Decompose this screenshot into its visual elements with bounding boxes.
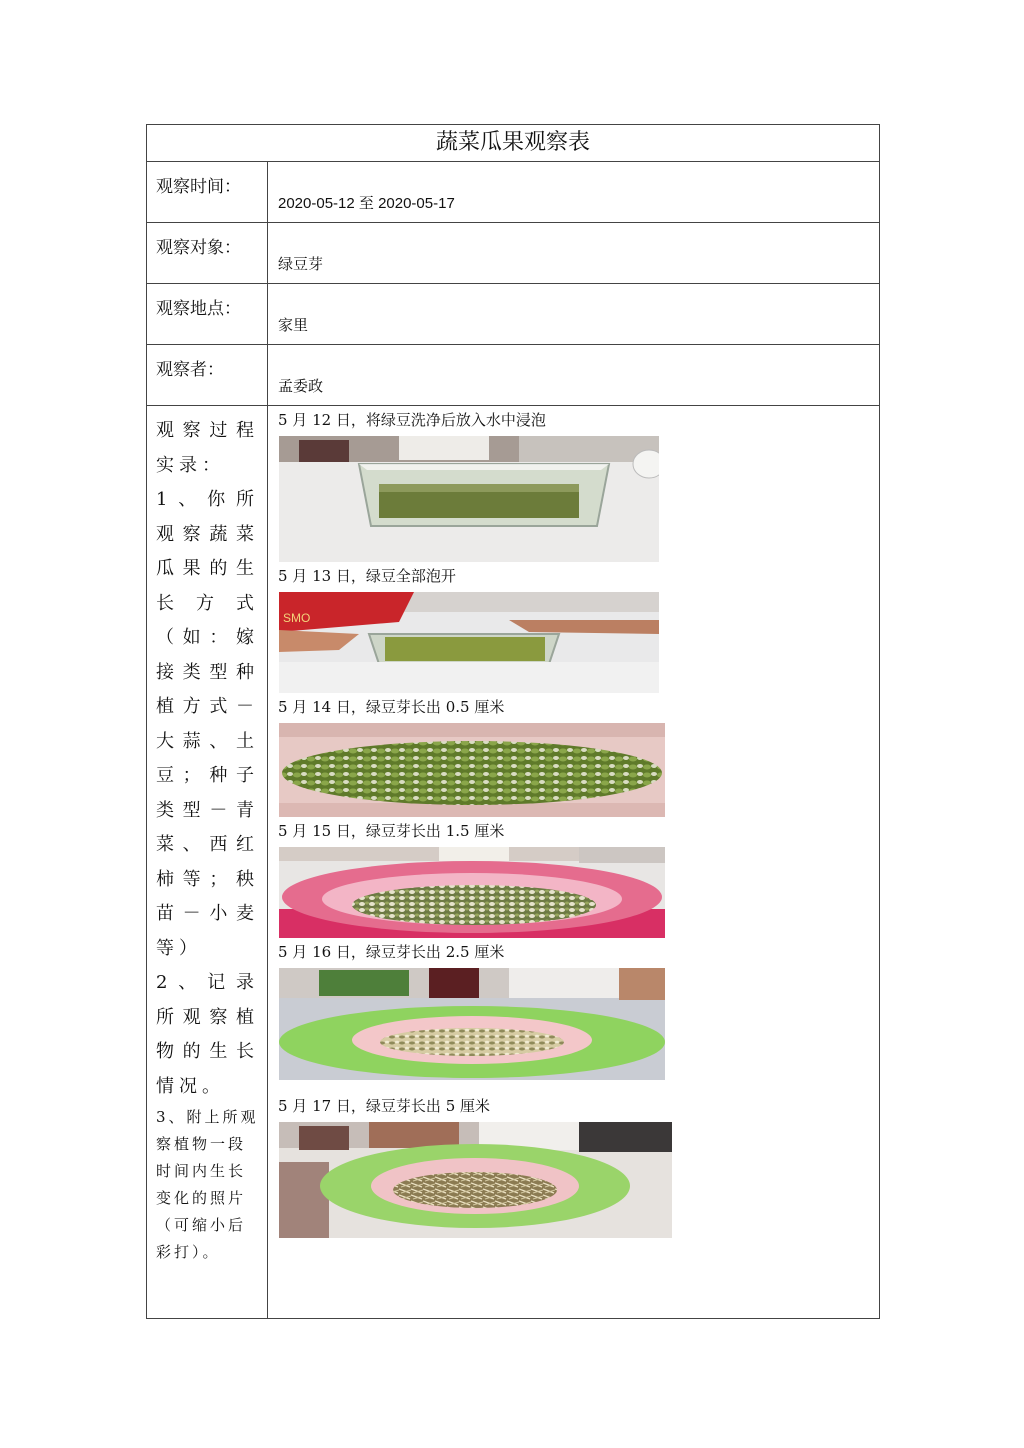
process-label-item1: 1、你所观察蔬菜瓜果的生长方式（如：嫁接类型种植方式－大蒜、土豆；种子类型－青菜、西红柿等；秧苗－小麦等）: [156, 489, 259, 959]
field-label-observer: 观察者：: [147, 345, 268, 406]
entry-caption-4: 5 月 15 日，绿豆芽长出 1.5 厘米: [278, 822, 505, 840]
sprouts-0-5cm-photo: [279, 723, 665, 817]
sprouts-5cm-photo: [279, 1122, 672, 1238]
observation-sheet: [146, 124, 879, 1319]
sprouts-1-5cm-photo: [279, 847, 665, 938]
process-label-item3: 3、附上所观察植物一段时间内生长变化的照片（可缩小后彩打）。: [156, 1108, 259, 1261]
entry-caption-2: 5 月 13 日，绿豆全部泡开: [278, 567, 456, 585]
entry-caption-3: 5 月 14 日，绿豆芽长出 0.5 厘米: [278, 698, 505, 716]
svg-text:SMO: SMO: [283, 611, 311, 625]
field-value-time: 2020-05-12 至 2020-05-17: [268, 162, 880, 223]
process-label-intro: 观察过程实录：: [156, 420, 259, 476]
process-label-cell: [147, 406, 268, 1319]
entry-caption-5: 5 月 16 日，绿豆芽长出 2.5 厘米: [278, 943, 505, 961]
field-label-location: 观察地点：: [147, 284, 268, 345]
field-label-time: 观察时间：: [147, 162, 268, 223]
mung-beans-swollen-photo: [279, 592, 659, 693]
sprouts-2-5cm-photo: [279, 968, 665, 1080]
observation-table: [146, 124, 880, 1319]
process-content-cell: [268, 406, 880, 1319]
table-title: 蔬菜瓜果观察表: [147, 125, 880, 162]
process-label-item2: 2、记录所观察植物的生长情况。: [156, 972, 259, 1097]
field-value-location: 家里: [268, 284, 880, 345]
entry-caption-6: 5 月 17 日，绿豆芽长出 5 厘米: [278, 1097, 491, 1115]
field-label-subject: 观察对象：: [147, 223, 268, 284]
field-value-observer: 孟委政: [268, 345, 880, 406]
entry-caption-1: 5 月 12 日，将绿豆洗净后放入水中浸泡: [278, 411, 546, 429]
field-value-subject: 绿豆芽: [268, 223, 880, 284]
mung-beans-soaking-photo: [279, 436, 659, 562]
